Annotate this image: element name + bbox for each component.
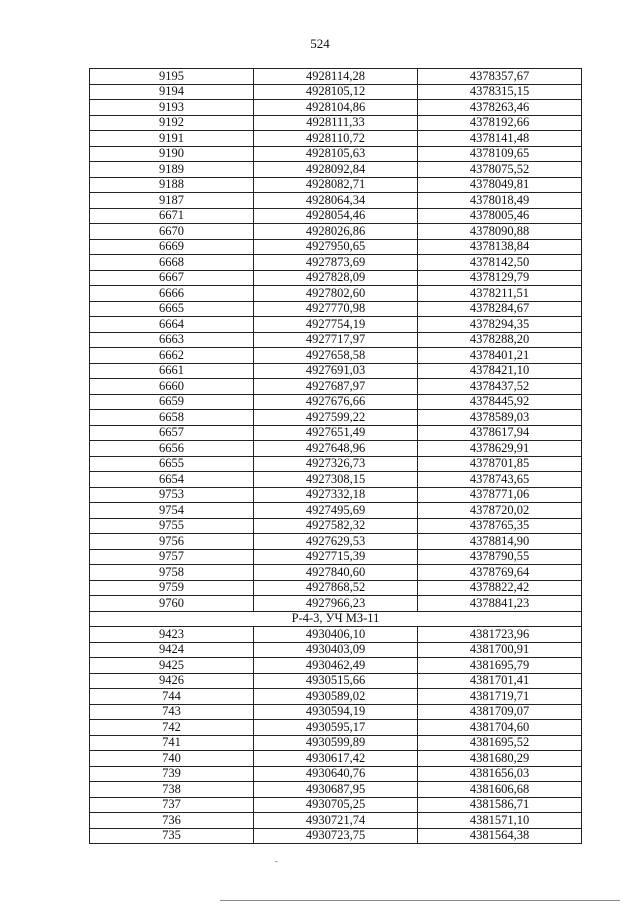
y-coordinate-cell: 4381564,38 (418, 828, 582, 844)
y-coordinate-cell: 4381701,41 (418, 673, 582, 689)
x-coordinate-cell: 4930617,42 (254, 751, 418, 767)
table-row (90, 441, 582, 457)
table-row (90, 487, 582, 503)
table-row (90, 534, 582, 550)
x-coordinate-cell: 4928105,12 (254, 84, 418, 100)
x-coordinate-cell: 4927495,69 (254, 503, 418, 519)
y-coordinate-cell: 4381719,71 (418, 689, 582, 705)
point-number-cell: 6660 (90, 379, 254, 395)
point-number-cell: 9194 (90, 84, 254, 100)
point-number-cell: 9187 (90, 193, 254, 209)
y-coordinate-cell: 4381723,96 (418, 627, 582, 643)
table-row (90, 596, 582, 612)
x-coordinate-cell: 4928092,84 (254, 162, 418, 178)
table-row (90, 255, 582, 271)
table-row (90, 549, 582, 565)
table-row (90, 580, 582, 596)
table-row (90, 301, 582, 317)
x-coordinate-cell: 4927715,39 (254, 549, 418, 565)
point-number-cell: 744 (90, 689, 254, 705)
y-coordinate-cell: 4378814,90 (418, 534, 582, 550)
table-row (90, 69, 582, 85)
x-coordinate-cell: 4927950,65 (254, 239, 418, 255)
table-row (90, 673, 582, 689)
section-title: Р-4-3, УЧ МЗ-11 (90, 611, 582, 627)
y-coordinate-cell: 4378701,85 (418, 456, 582, 472)
point-number-cell: 9423 (90, 627, 254, 643)
x-coordinate-cell: 4927770,98 (254, 301, 418, 317)
y-coordinate-cell: 4378437,52 (418, 379, 582, 395)
table-row (90, 689, 582, 705)
table-row (90, 518, 582, 534)
table-row (90, 828, 582, 844)
point-number-cell: 9192 (90, 115, 254, 131)
point-number-cell: 6668 (90, 255, 254, 271)
y-coordinate-cell: 4378357,67 (418, 69, 582, 85)
table-row (90, 131, 582, 147)
y-coordinate-cell: 4378401,21 (418, 348, 582, 364)
x-coordinate-cell: 4927717,97 (254, 332, 418, 348)
point-number-cell: 9190 (90, 146, 254, 162)
x-coordinate-cell: 4928054,46 (254, 208, 418, 224)
point-number-cell: 737 (90, 797, 254, 813)
table-row (90, 735, 582, 751)
point-number-cell: 9424 (90, 642, 254, 658)
x-coordinate-cell: 4927308,15 (254, 472, 418, 488)
point-number-cell: 9758 (90, 565, 254, 581)
x-coordinate-cell: 4927326,73 (254, 456, 418, 472)
point-number-cell: 742 (90, 720, 254, 736)
coordinates-table (89, 68, 582, 844)
table-row (90, 208, 582, 224)
table-row (90, 286, 582, 302)
x-coordinate-cell: 4927966,23 (254, 596, 418, 612)
table-row (90, 363, 582, 379)
y-coordinate-cell: 4381700,91 (418, 642, 582, 658)
y-coordinate-cell: 4378617,94 (418, 425, 582, 441)
point-number-cell: 9753 (90, 487, 254, 503)
table-row (90, 456, 582, 472)
x-coordinate-cell: 4930705,25 (254, 797, 418, 813)
table-row (90, 146, 582, 162)
table-row (90, 704, 582, 720)
x-coordinate-cell: 4930721,74 (254, 813, 418, 829)
x-coordinate-cell: 4930599,89 (254, 735, 418, 751)
y-coordinate-cell: 4378109,65 (418, 146, 582, 162)
y-coordinate-cell: 4378192,66 (418, 115, 582, 131)
x-coordinate-cell: 4930594,19 (254, 704, 418, 720)
point-number-cell: 9191 (90, 131, 254, 147)
table-row (90, 177, 582, 193)
x-coordinate-cell: 4927658,58 (254, 348, 418, 364)
footer-mark: - (275, 857, 278, 866)
y-coordinate-cell: 4378138,84 (418, 239, 582, 255)
table-row (90, 115, 582, 131)
x-coordinate-cell: 4927873,69 (254, 255, 418, 271)
point-number-cell: 9755 (90, 518, 254, 534)
table-row (90, 100, 582, 116)
table-row (90, 627, 582, 643)
page-number: 524 (310, 36, 330, 51)
x-coordinate-cell: 4930723,75 (254, 828, 418, 844)
x-coordinate-cell: 4927582,32 (254, 518, 418, 534)
x-coordinate-cell: 4930687,95 (254, 782, 418, 798)
point-number-cell: 738 (90, 782, 254, 798)
point-number-cell: 6671 (90, 208, 254, 224)
y-coordinate-cell: 4378141,48 (418, 131, 582, 147)
section-header-row (90, 611, 582, 627)
point-number-cell: 6658 (90, 410, 254, 426)
y-coordinate-cell: 4378421,10 (418, 363, 582, 379)
x-coordinate-cell: 4927676,66 (254, 394, 418, 410)
y-coordinate-cell: 4378288,20 (418, 332, 582, 348)
table-row (90, 720, 582, 736)
point-number-cell: 9757 (90, 549, 254, 565)
x-coordinate-cell: 4928114,28 (254, 69, 418, 85)
y-coordinate-cell: 4378769,64 (418, 565, 582, 581)
y-coordinate-cell: 4378129,79 (418, 270, 582, 286)
y-coordinate-cell: 4378075,52 (418, 162, 582, 178)
table-row (90, 503, 582, 519)
y-coordinate-cell: 4378211,51 (418, 286, 582, 302)
table-row (90, 394, 582, 410)
point-number-cell: 6659 (90, 394, 254, 410)
y-coordinate-cell: 4378822,42 (418, 580, 582, 596)
table-row (90, 425, 582, 441)
point-number-cell: 9760 (90, 596, 254, 612)
point-number-cell: 6657 (90, 425, 254, 441)
y-coordinate-cell: 4378790,55 (418, 549, 582, 565)
point-number-cell: 6663 (90, 332, 254, 348)
x-coordinate-cell: 4927599,22 (254, 410, 418, 426)
table-row (90, 84, 582, 100)
x-coordinate-cell: 4927332,18 (254, 487, 418, 503)
table-row (90, 348, 582, 364)
x-coordinate-cell: 4927687,97 (254, 379, 418, 395)
table-row (90, 239, 582, 255)
table-row (90, 270, 582, 286)
x-coordinate-cell: 4927629,53 (254, 534, 418, 550)
x-coordinate-cell: 4928026,86 (254, 224, 418, 240)
point-number-cell: 9195 (90, 69, 254, 85)
y-coordinate-cell: 4381571,10 (418, 813, 582, 829)
x-coordinate-cell: 4928111,33 (254, 115, 418, 131)
y-coordinate-cell: 4378315,15 (418, 84, 582, 100)
y-coordinate-cell: 4378765,35 (418, 518, 582, 534)
point-number-cell: 9188 (90, 177, 254, 193)
y-coordinate-cell: 4378018,49 (418, 193, 582, 209)
y-coordinate-cell: 4378142,50 (418, 255, 582, 271)
point-number-cell: 735 (90, 828, 254, 844)
y-coordinate-cell: 4378090,88 (418, 224, 582, 240)
x-coordinate-cell: 4930595,17 (254, 720, 418, 736)
y-coordinate-cell: 4378743,65 (418, 472, 582, 488)
y-coordinate-cell: 4378771,06 (418, 487, 582, 503)
x-coordinate-cell: 4927651,49 (254, 425, 418, 441)
y-coordinate-cell: 4378049,81 (418, 177, 582, 193)
table-row (90, 565, 582, 581)
table-row (90, 162, 582, 178)
point-number-cell: 6655 (90, 456, 254, 472)
y-coordinate-cell: 4381680,29 (418, 751, 582, 767)
table-row (90, 224, 582, 240)
point-number-cell: 9193 (90, 100, 254, 116)
y-coordinate-cell: 4381586,71 (418, 797, 582, 813)
x-coordinate-cell: 4928064,34 (254, 193, 418, 209)
coordinates-table-body (90, 69, 582, 844)
y-coordinate-cell: 4378284,67 (418, 301, 582, 317)
table-row (90, 658, 582, 674)
table-row (90, 797, 582, 813)
x-coordinate-cell: 4927828,09 (254, 270, 418, 286)
point-number-cell: 6667 (90, 270, 254, 286)
x-coordinate-cell: 4927691,03 (254, 363, 418, 379)
x-coordinate-cell: 4928082,71 (254, 177, 418, 193)
x-coordinate-cell: 4930589,02 (254, 689, 418, 705)
y-coordinate-cell: 4378445,92 (418, 394, 582, 410)
x-coordinate-cell: 4928105,63 (254, 146, 418, 162)
y-coordinate-cell: 4381704,60 (418, 720, 582, 736)
table-row (90, 642, 582, 658)
point-number-cell: 6656 (90, 441, 254, 457)
point-number-cell: 9189 (90, 162, 254, 178)
x-coordinate-cell: 4928110,72 (254, 131, 418, 147)
point-number-cell: 9754 (90, 503, 254, 519)
y-coordinate-cell: 4381695,52 (418, 735, 582, 751)
point-number-cell: 6669 (90, 239, 254, 255)
y-coordinate-cell: 4378005,46 (418, 208, 582, 224)
point-number-cell: 740 (90, 751, 254, 767)
point-number-cell: 9426 (90, 673, 254, 689)
x-coordinate-cell: 4930640,76 (254, 766, 418, 782)
point-number-cell: 9756 (90, 534, 254, 550)
y-coordinate-cell: 4378841,23 (418, 596, 582, 612)
point-number-cell: 6662 (90, 348, 254, 364)
y-coordinate-cell: 4381709,07 (418, 704, 582, 720)
point-number-cell: 741 (90, 735, 254, 751)
table-row (90, 813, 582, 829)
table-row (90, 317, 582, 333)
y-coordinate-cell: 4381606,68 (418, 782, 582, 798)
x-coordinate-cell: 4930462,49 (254, 658, 418, 674)
table-row (90, 472, 582, 488)
x-coordinate-cell: 4930403,09 (254, 642, 418, 658)
y-coordinate-cell: 4378263,46 (418, 100, 582, 116)
point-number-cell: 9759 (90, 580, 254, 596)
x-coordinate-cell: 4928104,86 (254, 100, 418, 116)
point-number-cell: 736 (90, 813, 254, 829)
point-number-cell: 739 (90, 766, 254, 782)
point-number-cell: 6664 (90, 317, 254, 333)
table-row (90, 379, 582, 395)
point-number-cell: 6670 (90, 224, 254, 240)
y-coordinate-cell: 4378294,35 (418, 317, 582, 333)
table-row (90, 193, 582, 209)
x-coordinate-cell: 4930515,66 (254, 673, 418, 689)
x-coordinate-cell: 4927802,60 (254, 286, 418, 302)
x-coordinate-cell: 4927648,96 (254, 441, 418, 457)
point-number-cell: 6665 (90, 301, 254, 317)
table-row (90, 332, 582, 348)
table-row (90, 766, 582, 782)
x-coordinate-cell: 4930406,10 (254, 627, 418, 643)
table-row (90, 751, 582, 767)
y-coordinate-cell: 4378720,02 (418, 503, 582, 519)
table-row (90, 782, 582, 798)
point-number-cell: 6654 (90, 472, 254, 488)
point-number-cell: 9425 (90, 658, 254, 674)
y-coordinate-cell: 4381656,03 (418, 766, 582, 782)
x-coordinate-cell: 4927754,19 (254, 317, 418, 333)
footer-rule (220, 900, 620, 901)
point-number-cell: 743 (90, 704, 254, 720)
y-coordinate-cell: 4381695,79 (418, 658, 582, 674)
point-number-cell: 6661 (90, 363, 254, 379)
table-row (90, 410, 582, 426)
point-number-cell: 6666 (90, 286, 254, 302)
x-coordinate-cell: 4927840,60 (254, 565, 418, 581)
x-coordinate-cell: 4927868,52 (254, 580, 418, 596)
y-coordinate-cell: 4378589,03 (418, 410, 582, 426)
y-coordinate-cell: 4378629,91 (418, 441, 582, 457)
